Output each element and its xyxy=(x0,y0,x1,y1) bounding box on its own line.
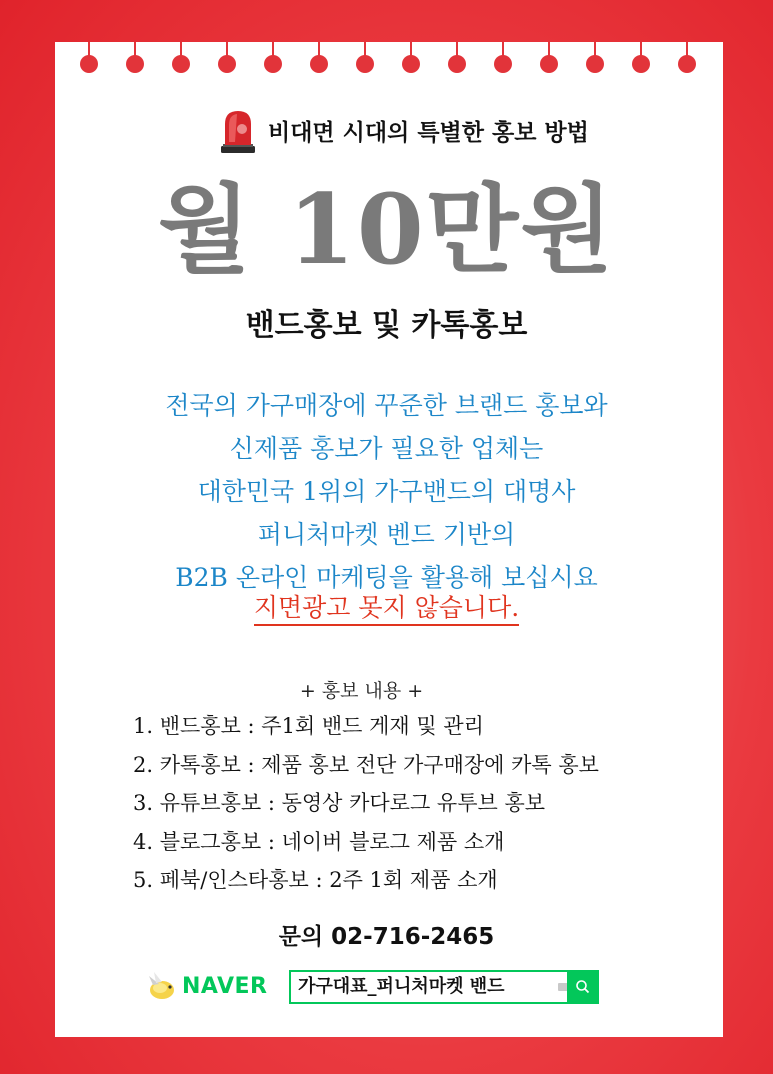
promo-item: 4. 블로그홍보 : 네이버 블로그 제품 소개 xyxy=(133,829,505,854)
naver-logo-icon xyxy=(146,970,180,1002)
binder-ring xyxy=(272,42,274,58)
naver-wordmark: NAVER xyxy=(182,974,268,999)
siren-icon xyxy=(220,108,256,154)
binder-ring xyxy=(640,42,642,58)
search-box xyxy=(289,970,599,1004)
description-line: 대한민국 1위의 가구밴드의 대명사 xyxy=(197,477,576,506)
subtitle: 비대면 시대의 특별한 홍보 방법 xyxy=(268,120,589,146)
promo-list xyxy=(133,707,713,900)
emphasis-line xyxy=(0,588,773,624)
binder-ring xyxy=(180,42,182,58)
notepad-rings xyxy=(80,42,700,82)
binder-ring xyxy=(456,42,458,58)
promo-item: 5. 페북/인스타홍보 : 2주 1회 제품 소개 xyxy=(133,868,498,892)
naver-search-bar xyxy=(146,968,630,1006)
contact-phone: 문의 02-716-2465 xyxy=(278,924,495,950)
description-line: B2B 온라인 마케팅을 활용해 보십시요 xyxy=(175,563,598,592)
binder-ring xyxy=(594,42,596,58)
binder-ring xyxy=(686,42,688,58)
binder-ring xyxy=(364,42,366,58)
search-button[interactable] xyxy=(567,970,599,1004)
binder-ring xyxy=(134,42,136,58)
emphasis-text: 지면광고 못지 않습니다. xyxy=(254,593,519,626)
promo-heading: + 홍보 내용 + xyxy=(299,680,424,702)
headline-price: 월 10만원 xyxy=(157,173,616,286)
promo-item: 2. 카톡홍보 : 제품 홍보 전단 가구매장에 카톡 홍보 xyxy=(133,752,599,777)
promo-item: 3. 유튜브홍보 : 동영상 카다로그 유투브 홍보 xyxy=(133,791,546,815)
description-line: 전국의 가구매장에 꾸준한 브랜드 홍보와 xyxy=(165,391,608,420)
binder-ring xyxy=(226,42,228,58)
promo-item: 1. 밴드홍보 : 주1회 밴드 게재 및 관리 xyxy=(133,714,484,738)
binder-ring xyxy=(318,42,320,58)
binder-ring xyxy=(548,42,550,58)
search-icon xyxy=(575,979,591,995)
search-input[interactable]: 가구대표_퍼니처마켓 밴드 xyxy=(298,976,505,997)
binder-ring xyxy=(502,42,504,58)
description-line: 신제품 홍보가 필요한 업체는 xyxy=(229,434,544,463)
description xyxy=(0,384,773,599)
binder-ring xyxy=(410,42,412,58)
description-line: 퍼니처마켓 벤드 기반의 xyxy=(257,520,516,549)
service-title: 밴드홍보 및 카톡홍보 xyxy=(245,308,528,343)
binder-ring xyxy=(88,42,90,58)
